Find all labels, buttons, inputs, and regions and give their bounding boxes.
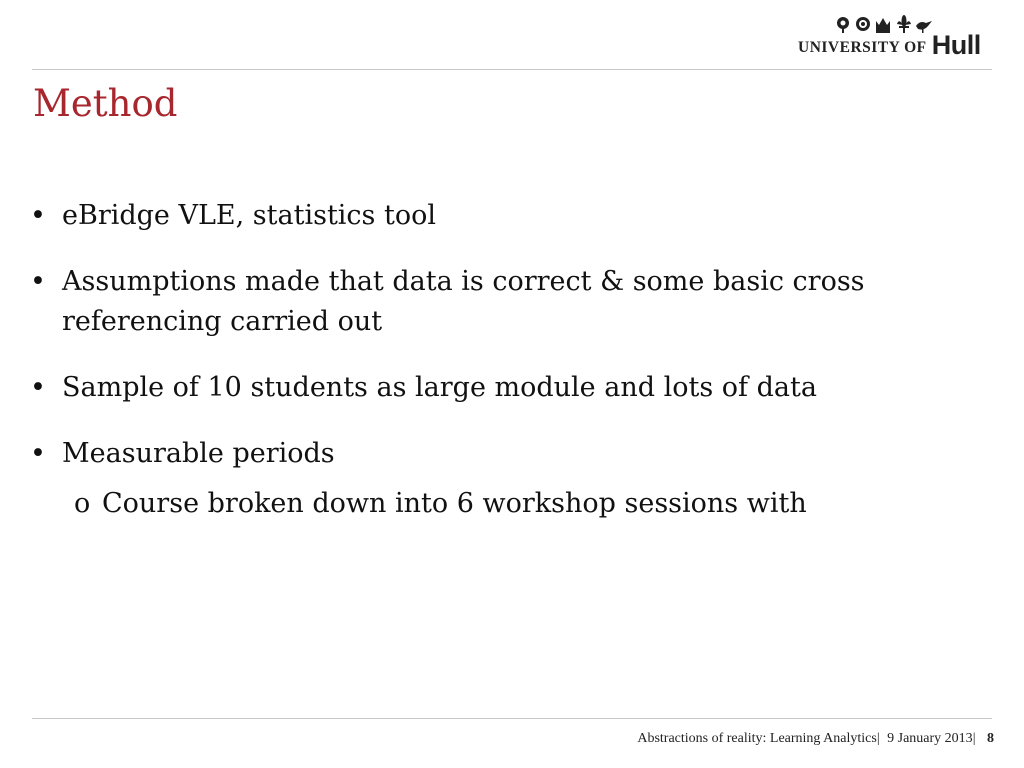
bullet-marker: •	[30, 266, 46, 297]
slide-content	[30, 196, 990, 550]
footer-separator: |	[876, 731, 880, 746]
page-number: 8	[987, 731, 994, 746]
bullet-marker: •	[30, 200, 46, 231]
bullet-item	[30, 368, 990, 408]
header-divider	[32, 69, 992, 70]
bullet-text: Sample of 10 students as large module and lots of data	[62, 372, 817, 403]
footer-separator: |	[972, 731, 976, 746]
footer-date: 9 January 2013	[887, 731, 973, 746]
bullet-marker: •	[30, 372, 46, 403]
bullet-text: eBridge VLE, statistics tool	[62, 200, 436, 231]
sub-bullet-item	[30, 484, 990, 524]
chrysanthemum-icon	[856, 17, 870, 31]
footer-title: Abstractions of reality: Learning Analytics	[637, 731, 877, 746]
university-logo	[798, 14, 994, 58]
sub-bullet-text: Course broken down into 6 workshop sessions with	[102, 488, 807, 519]
bullet-text: Measurable periods	[62, 438, 335, 469]
footer-divider	[32, 718, 992, 719]
bullet-item	[30, 434, 990, 524]
bullet-item	[30, 262, 990, 342]
slide-footer	[637, 731, 994, 747]
sub-bullet-marker: o	[74, 488, 91, 519]
slide-title: Method	[33, 82, 178, 125]
bullet-text: Assumptions made that data is correct & some basic cross referencing carried out	[62, 266, 865, 337]
logo-wordmark	[798, 30, 994, 58]
logo-name: Hull	[931, 30, 981, 60]
bullet-marker: •	[30, 438, 46, 469]
bullet-item	[30, 196, 990, 236]
logo-prefix: UNIVERSITY OF	[798, 39, 927, 56]
